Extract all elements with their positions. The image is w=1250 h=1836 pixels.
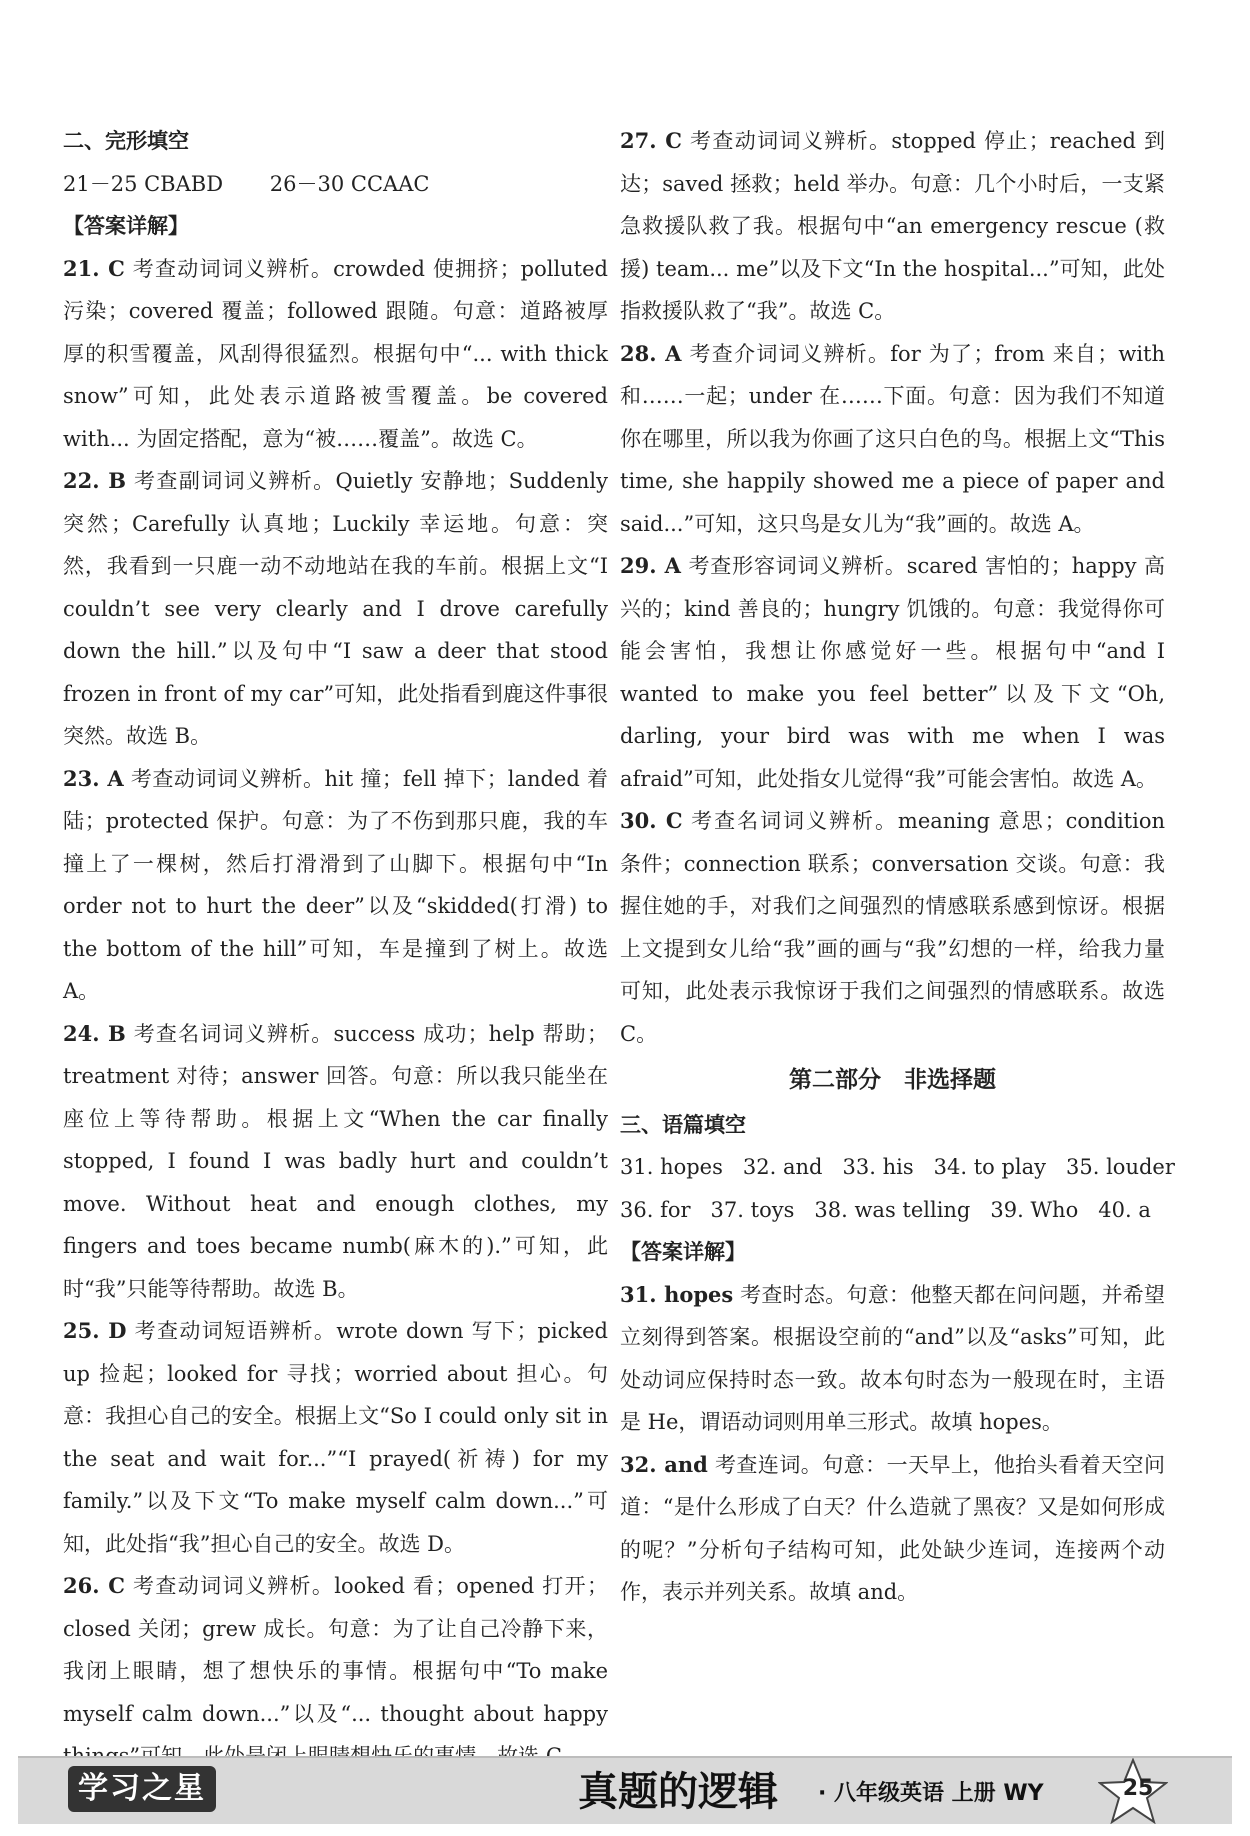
- page-number: 25: [1122, 1776, 1154, 1801]
- part-title: 第二部分 非选择题: [789, 1067, 996, 1093]
- answer-item: 31. hopes 考查时态。句意：他整天都在问问题，并希望立刻得到答案。根据设空前的“and”以及“asks”可知，此处动词应保持时态一致。故本句时态为一般现在时，主语是 He，谓语动词则用单三形式。故填 hopes。: [620, 1281, 1165, 1434]
- answer-detail-heading: 【答案详解】: [620, 1240, 746, 1264]
- page-footer: [18, 1756, 1232, 1824]
- answer-item: 27. C 考查动词词义辨析。stopped 停止；reached 到达；saved 拯救；held 举办。句意：几个小时后，一支紧急救援队救了我。根据句中“an emergency rescue (救援) team... me”以及下文“In the hospital...”可知，此处指救援队救了“我”。故选 C。: [620, 128, 1165, 323]
- section-heading-text-completion: 三、语篇填空: [620, 1112, 746, 1137]
- footer-title: 真题的逻辑: [578, 1769, 778, 1815]
- left-column: [63, 120, 608, 1778]
- answers-line-2: 36. for 37. toys 38. was telling 39. Who 40. a: [620, 1197, 1151, 1222]
- right-column: [620, 120, 1175, 1614]
- answer-item: 24. B 考查名词词义辨析。success 成功；help 帮助；treatment 对待；answer 回答。句意：所以我只能坐在座位上等待帮助。根据上文“When the car finally stopped, I found I was badly hurt and couldn’t move. Without heat and enough clothes, my fingers and toes became numb(麻木的).”可知，此时“我”只能等待帮助。故选 B。: [63, 1020, 608, 1301]
- section-heading-cloze: 二、完形填空: [63, 129, 189, 153]
- answer-item: 22. B 考查副词词义辨析。Quietly 安静地；Suddenly 突然；Carefully 认真地；Luckily 幸运地。句意：突然，我看到一只鹿一动不动地站在我的车前。根据上文“I couldn’t see very clearly and I drove carefully down the hill.”以及句中“I saw a deer that stood frozen in front of my car”可知，此处指看到鹿这件事很突然。故选 B。: [63, 468, 608, 748]
- answer-item: 32. and 考查连词。句意：一天早上，他抬头看着天空问道：“是什么形成了白天？什么造就了黑夜？又是如何形成的呢？”分析句子结构可知，此处缺少连词，连接两个动作，表示并列关系。故填 and。: [620, 1451, 1165, 1604]
- answer-detail-heading: 【答案详解】: [63, 214, 189, 238]
- brand-logo: 学习之星: [68, 1766, 216, 1812]
- answer-item: 26. C 考查动词词义辨析。looked 看；opened 打开；closed 关闭；grew 成长。句意：为了让自己冷静下来，我闭上眼睛，想了想快乐的事情。根据句中“To make myself calm down...”以及“... thought about happy: [63, 1573, 608, 1726]
- answers-line-cloze: 21－25 CBABD 26－30 CCAAC: [63, 171, 430, 196]
- answer-item: 21. C 考查动词词义辨析。crowded 使拥挤；polluted 污染；covered 覆盖；followed 跟随。句意：道路被厚厚的积雪覆盖，风刮得很猛烈。根据句中“... with thick snow”可知，此处表示道路被雪覆盖。be covered with... 为固定搭配，意为“被……覆盖”。故选 C。: [63, 255, 608, 451]
- answer-item: 28. A 考查介词词义辨析。for 为了；from 来自；with 和……一起；under 在……下面。句意：因为我们不知道你在哪里，所以我为你画了这只白色的鸟。根据上文“This time, she happily showed me a piece of paper and said...”可知，这只鸟是女儿为“我”画的。故选 A。: [620, 340, 1165, 536]
- footer-subtitle: · 八年级英语 上册 WY: [818, 1781, 1044, 1806]
- answers-line-1: 31. hopes 32. and 33. his 34. to play 35. louder: [620, 1155, 1175, 1179]
- answer-item: 30. C 考查名词词义辨析。meaning 意思；condition 条件；connection 联系；conversation 交谈。句意：我握住她的手，对我们之间强烈的情感联系感到惊讶。根据上文提到女儿给“我”画的画与“我”幻想的一样，给我力量可知，此处表示我惊讶于我们之间强烈的情感联系。故选 C。: [620, 808, 1165, 1046]
- answer-item: 29. A 考查形容词词义辨析。scared 害怕的；happy 高兴的；kind 善良的；hungry 饥饿的。句意：我觉得你可能会害怕，我想让你感觉好一些。根据句中“and I wanted to make you feel better”以及下文“Oh, darling, your bird was with me when I was afraid”可知，此处指女儿觉得“我”可能会害怕。故选 A。: [620, 553, 1165, 791]
- answer-item: 23. A 考查动词词义辨析。hit 撞；fell 掉下；landed 着陆；protected 保护。句意：为了不伤到那只鹿，我的车撞上了一棵树，然后打滑滑到了山脚下。根据句中“In order not to hurt the deer”以及“skidded(打滑) to the bottom of the hill”可知，车是撞到了树上。故选 A。: [63, 765, 608, 1003]
- answer-item: 25. D 考查动词短语辨析。wrote down 写下；picked up 捡起；looked for 寻找；worried about 担心。句意：我担心自己的安全。根据上文“So I could only sit in the seat and wait for...”“I prayed(祈祷) for my family.”以及下文“To make myself calm down...”可知，此处指“我”担心自己的安全。故选 D。: [63, 1318, 608, 1556]
